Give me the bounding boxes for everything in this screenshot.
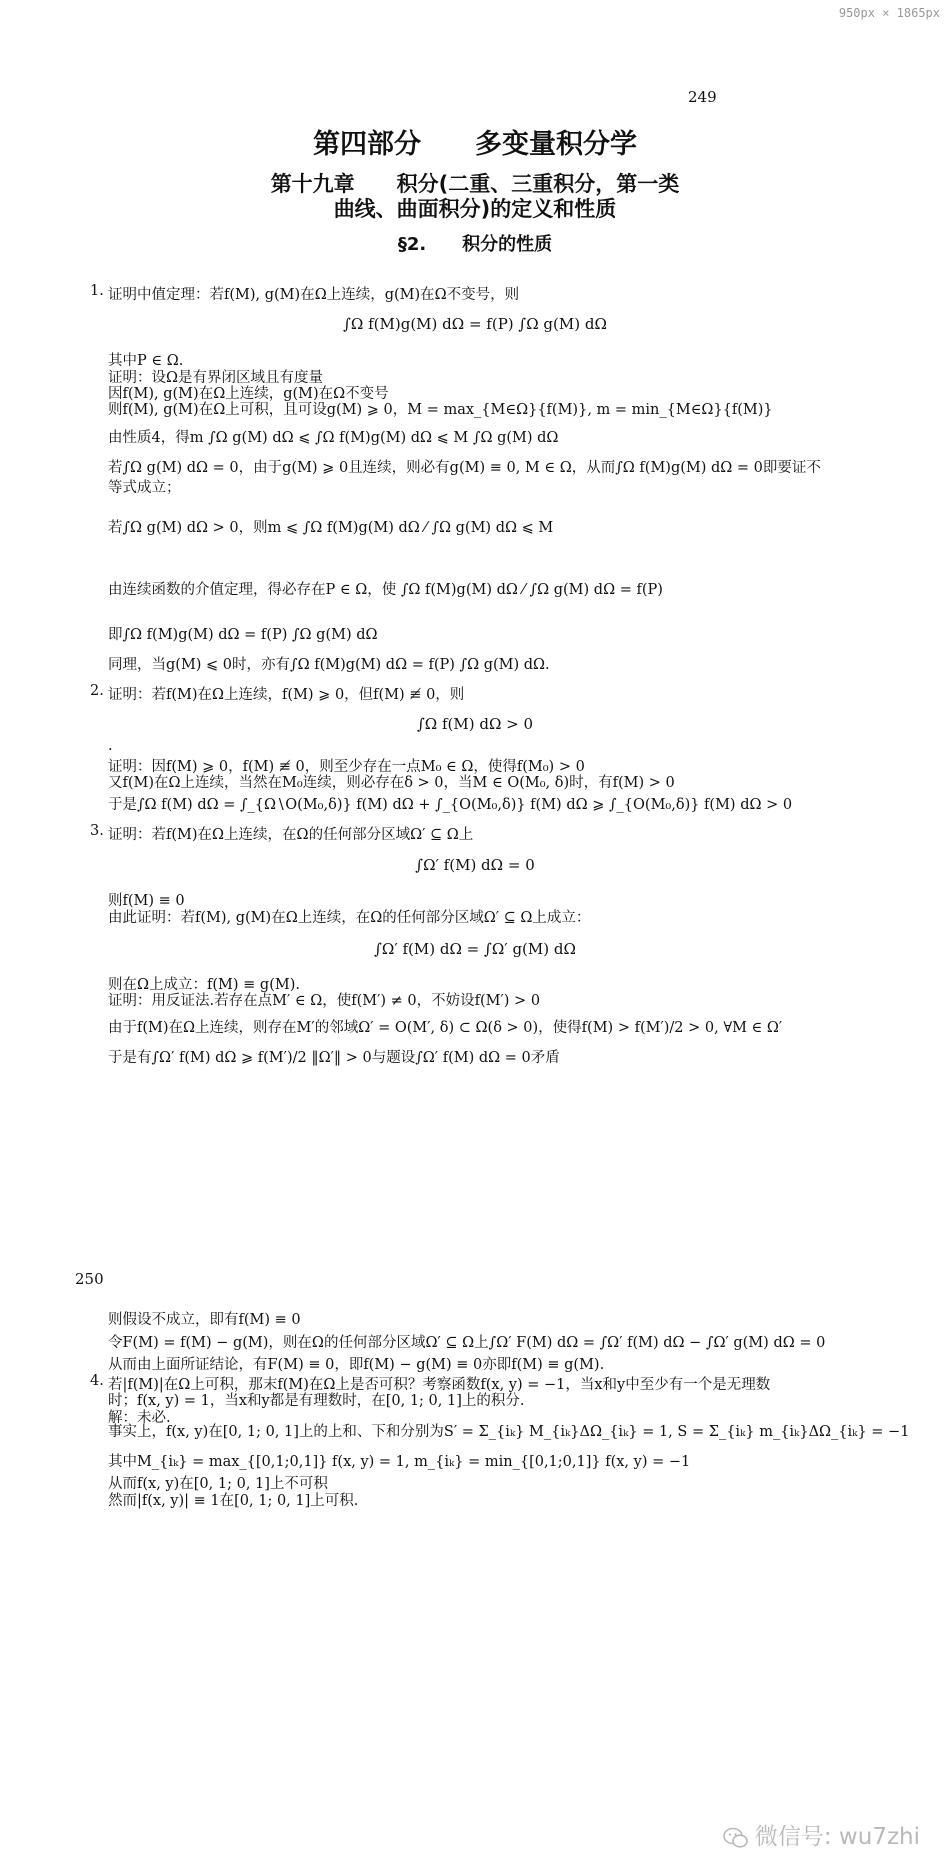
image-size-label: 950px × 1865px (838, 6, 940, 20)
part-title: 第四部分 多变量积分学 (313, 129, 637, 160)
proof-line: 证明：因f(M) ⩾ 0，f(M) ≢ 0，则至少存在一点M₀ ∈ Ω，使得f(M₀) > 0 (108, 759, 585, 775)
watermark (723, 1818, 920, 1851)
text-line: 其中P ∈ Ω. (108, 353, 184, 369)
section-title: §2. 积分的性质 (397, 234, 553, 255)
proof-line: 等式成立； (108, 480, 181, 496)
proof-line: 于是有∫Ω′ f(M) dΩ ⩾ f(M′)/2 ‖Ω′‖ > 0与题设∫Ω′ f(M) dΩ = 0矛盾 (108, 1050, 560, 1066)
chapter-title-line-2: 曲线、曲面积分)的定义和性质 (333, 197, 617, 221)
solution-line: 其中M_{iₖ} = max_{[0,1;0,1]} f(x, y) = 1, m_{iₖ} = min_{[0,1;0,1]} f(x, y) = −1 (108, 1454, 691, 1470)
display-formula: ∫Ω f(M) dΩ > 0 (416, 715, 534, 733)
problem-statement: 证明：若f(M)在Ω上连续，f(M) ⩾ 0，但f(M) ≢ 0，则 (108, 687, 465, 703)
display-formula: ∫Ω f(M)g(M) dΩ = f(P) ∫Ω g(M) dΩ (343, 315, 607, 333)
problem-statement: 证明：若f(M)在Ω上连续，在Ω的任何部分区域Ω′ ⊆ Ω上 (108, 827, 474, 843)
solution-line: 从而f(x, y)在[0, 1; 0, 1]上不可积 (108, 1476, 328, 1492)
problem-number: 2. (90, 683, 104, 699)
text-line: . (108, 738, 113, 754)
solution-line: 解：未必. (108, 1410, 171, 1426)
problem-statement: 若|f(M)|在Ω上可积，那末f(M)在Ω上是否可积？考察函数f(x, y) = −1，当x和y中至少有一个是无理数 (108, 1377, 771, 1393)
solution-line: 然而|f(x, y)| ≡ 1在[0, 1; 0, 1]上可积. (108, 1493, 359, 1509)
text-line: 由此证明：若f(M), g(M)在Ω上连续，在Ω的任何部分区域Ω′ ⊆ Ω上成立： (108, 910, 591, 926)
page-number: 250 (75, 1270, 104, 1288)
proof-line: 则f(M), g(M)在Ω上可积，且可设g(M) ⩾ 0，M = max_{M∈Ω}{f(M)}, m = min_{M∈Ω}{f(M)} (108, 402, 773, 418)
problem-number: 3. (90, 823, 104, 839)
proof-line: 则假设不成立，即有f(M) ≡ 0 (108, 1312, 301, 1328)
text-line: 则f(M) ≡ 0 (108, 893, 185, 909)
proof-line: 又f(M)在Ω上连续，当然在M₀连续，则必存在δ > 0，当M ∈ O(M₀, δ)时，有f(M) > 0 (108, 775, 675, 791)
display-formula: ∫Ω′ f(M) dΩ = 0 (415, 856, 535, 874)
text-line: 则在Ω上成立：f(M) ≡ g(M). (108, 977, 300, 993)
proof-line: 由连续函数的介值定理，得必存在P ∈ Ω，使 ∫Ω f(M)g(M) dΩ ⁄ ∫Ω g(M) dΩ = f(P) (108, 582, 663, 598)
proof-line: 由性质4，得m ∫Ω g(M) dΩ ⩽ ∫Ω f(M)g(M) dΩ ⩽ M ∫Ω g(M) dΩ (108, 430, 559, 446)
problem-statement: 时；f(x, y) = 1，当x和y都是有理数时，在[0, 1; 0, 1]上的积分. (108, 1393, 525, 1409)
display-formula: ∫Ω′ f(M) dΩ = ∫Ω′ g(M) dΩ (374, 940, 576, 958)
proof-line: 证明：设Ω是有界闭区域且有度量 (108, 370, 324, 386)
proof-line: 即∫Ω f(M)g(M) dΩ = f(P) ∫Ω g(M) dΩ (108, 627, 378, 643)
chapter-title-line-1: 第十九章 积分(二重、三重积分，第一类 (270, 172, 680, 196)
page-number: 249 (688, 88, 717, 106)
proof-line: 同理，当g(M) ⩽ 0时，亦有∫Ω f(M)g(M) dΩ = f(P) ∫Ω g(M) dΩ. (108, 657, 550, 673)
problem-statement: 证明中值定理：若f(M), g(M)在Ω上连续，g(M)在Ω不变号，则 (108, 287, 520, 303)
problem-number: 4. (90, 1373, 104, 1389)
wechat-icon (723, 1827, 749, 1849)
proof-line: 由于f(M)在Ω上连续，则存在M′的邻域Ω′ = O(M′, δ) ⊂ Ω(δ > 0)，使得f(M) > f(M′)/2 > 0, ∀M ∈ Ω′ (108, 1020, 783, 1036)
proof-line: 证明：用反证法.若存在点M′ ∈ Ω，使f(M′) ≠ 0，不妨设f(M′) > 0 (108, 993, 541, 1009)
proof-line: 因f(M), g(M)在Ω上连续，g(M)在Ω不变号 (108, 386, 389, 402)
proof-line: 从而由上面所证结论，有F(M) ≡ 0，即f(M) − g(M) ≡ 0亦即f(M) ≡ g(M). (108, 1357, 605, 1373)
proof-line: 若∫Ω g(M) dΩ = 0，由于g(M) ⩾ 0且连续，则必有g(M) ≡ 0, M ∈ Ω，从而∫Ω f(M)g(M) dΩ = 0即要证不 (108, 460, 821, 476)
solution-line: 事实上，f(x, y)在[0, 1; 0, 1]上的上和、下和分别为S′ = Σ_{iₖ} M_{iₖ}ΔΩ_{iₖ} = 1, S = Σ_{iₖ} m_{iₖ}ΔΩ_{iₖ} = −1 (108, 1424, 910, 1440)
proof-line: 令F(M) = f(M) − g(M)，则在Ω的任何部分区域Ω′ ⊆ Ω上∫Ω′ F(M) dΩ = ∫Ω′ f(M) dΩ − ∫Ω′ g(M) dΩ = 0 (108, 1335, 826, 1351)
proof-line: 于是∫Ω f(M) dΩ = ∫_{Ω∖O(M₀,δ)} f(M) dΩ + ∫_{O(M₀,δ)} f(M) dΩ ⩾ ∫_{O(M₀,δ)} f(M) dΩ > 0 (108, 797, 793, 813)
watermark-text: 微信号: wu7zhi (754, 1824, 920, 1850)
proof-line: 若∫Ω g(M) dΩ > 0，则m ⩽ ∫Ω f(M)g(M) dΩ ⁄ ∫Ω g(M) dΩ ⩽ M (108, 520, 554, 536)
problem-number: 1. (90, 283, 104, 299)
